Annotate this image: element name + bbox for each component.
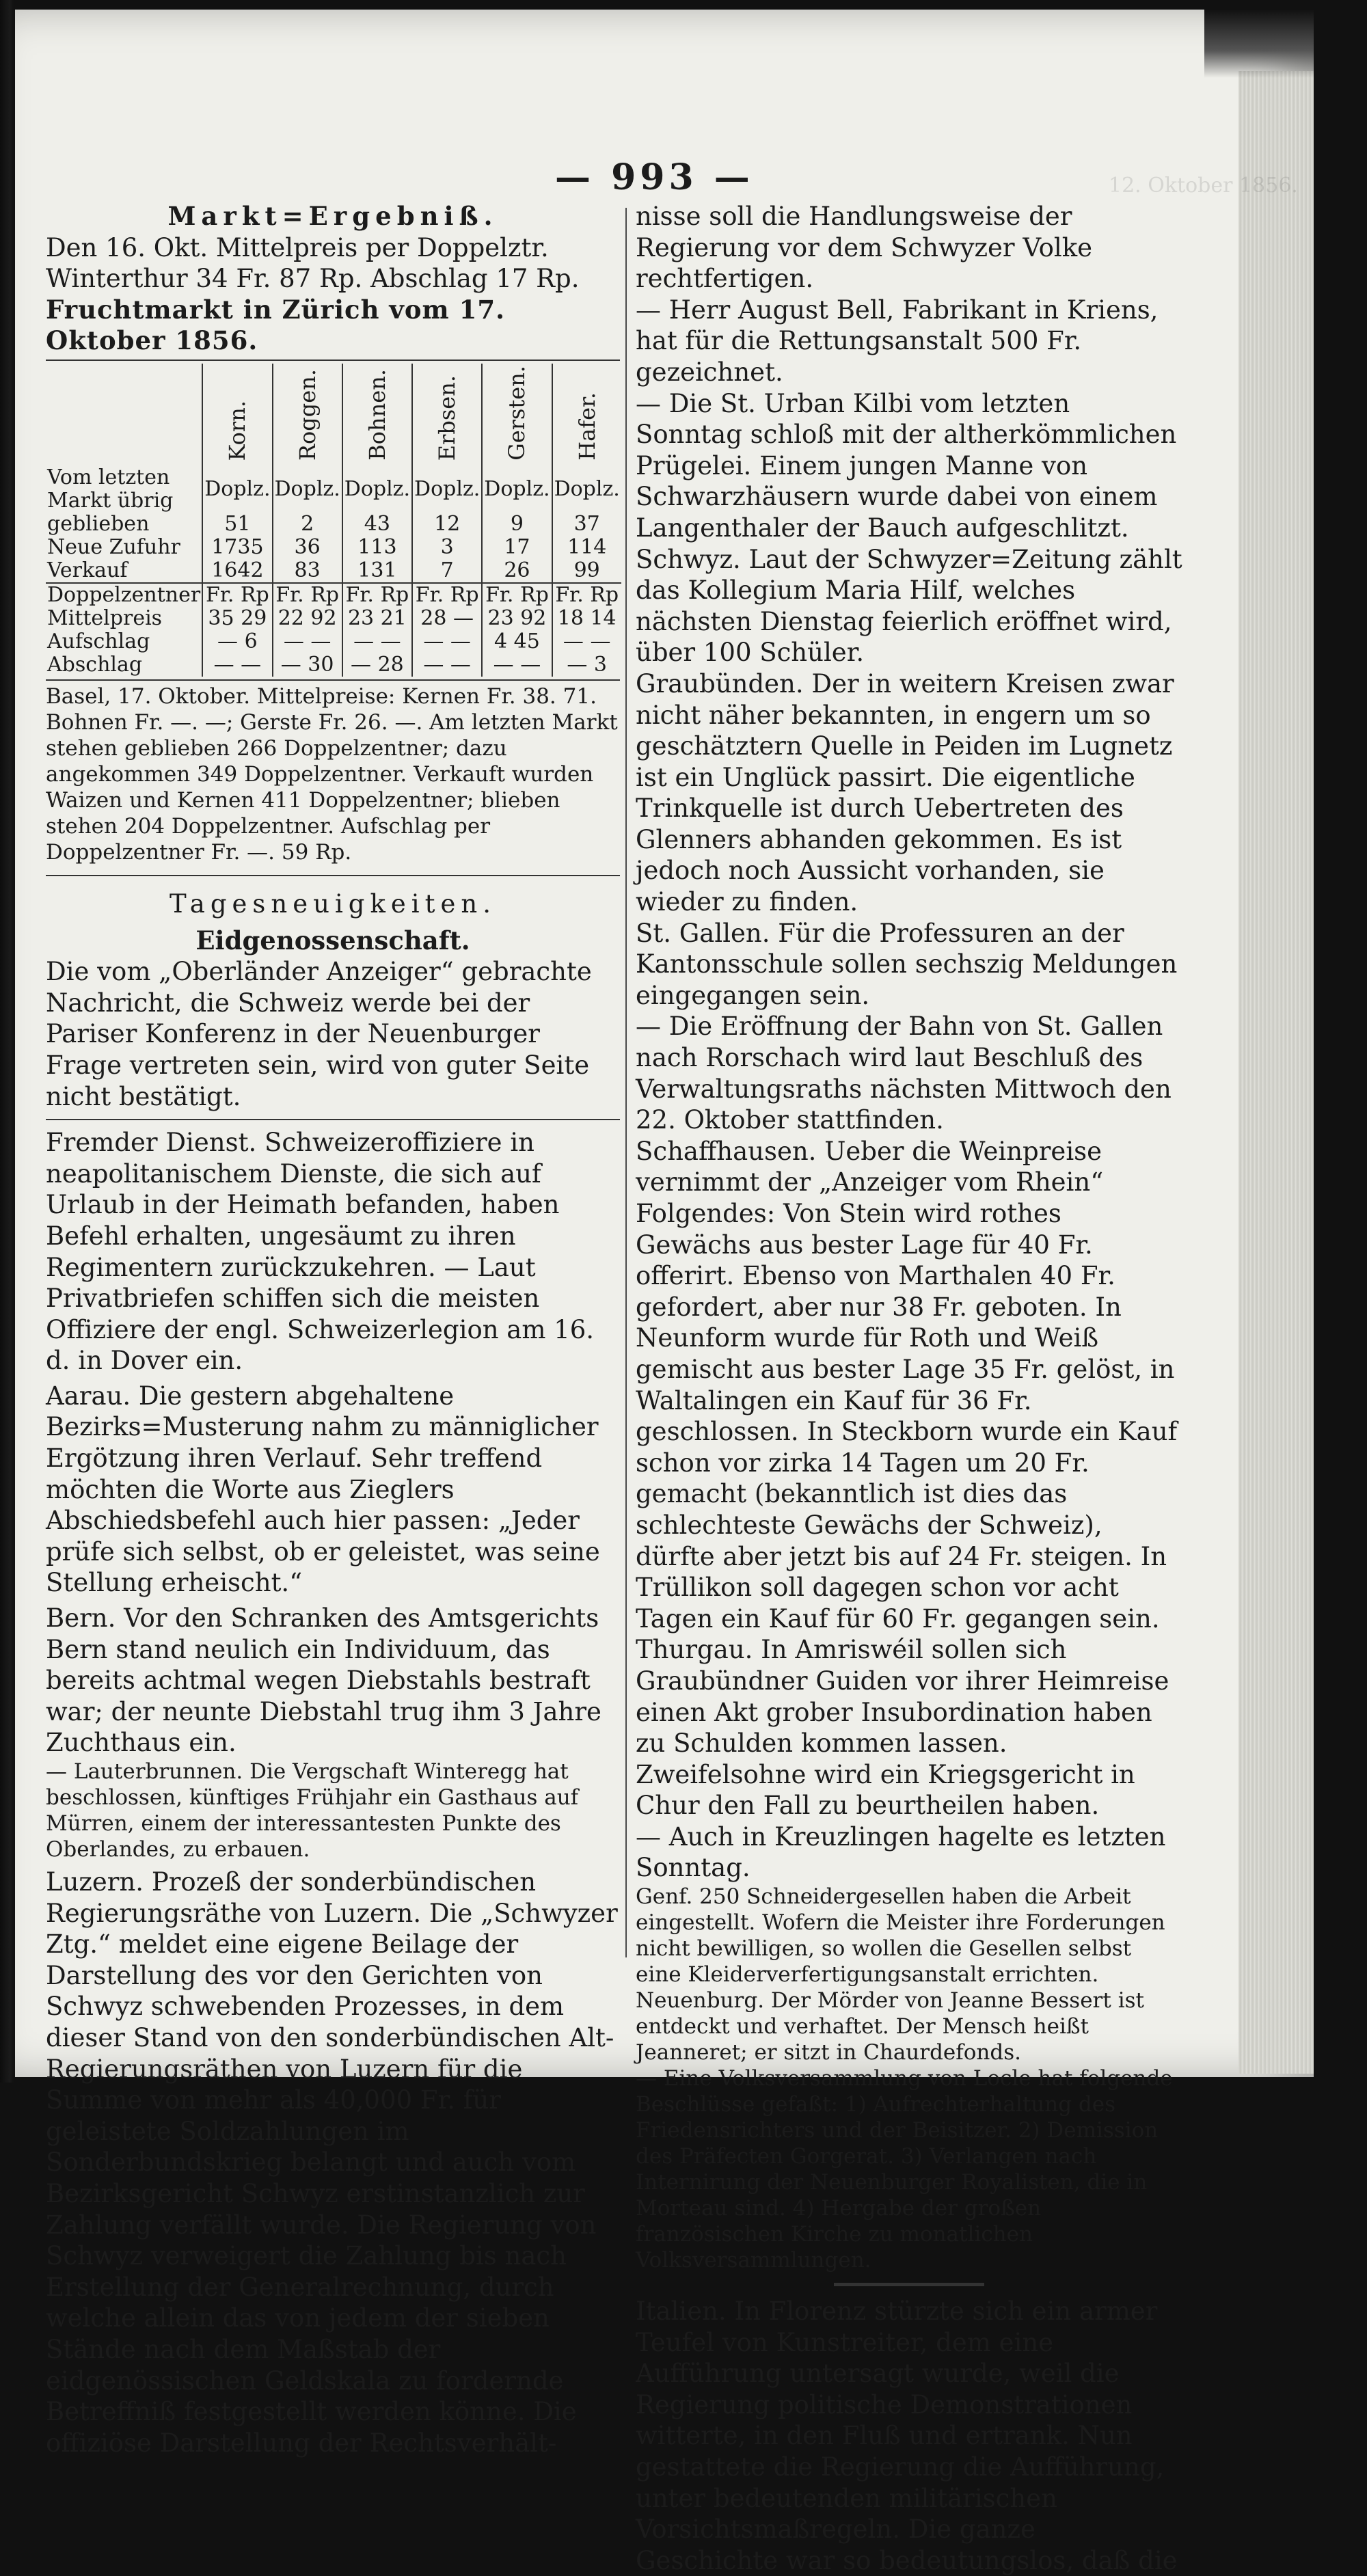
- news-paragraph: Thurgau. In Amriswéil sollen sich Graubündner Guiden vor ihrer Heimreise einen Akt grober Insubordination haben zu Schulden kommen lassen. Zweifelsohne wird ein Kriegsgericht in Chur den Fall zu beurtheilen haben.: [636, 1635, 1169, 1821]
- market-line: Den 16. Okt. Mittelpreis per Doppelztr.: [46, 232, 549, 262]
- market-line: Winterthur 34 Fr. 87 Rp. Abschlag 17 Rp.: [46, 264, 580, 294]
- italy-paragraph: Italien. In Florenz stürzte sich ein armer Teufel von Kunstreiter, dem eine Aufführung untersagt wurde, weil die Regierung politische Demonstrationen witterte, in den Fluß und ertrank. Nun gestattete die Regierung die Aufführung, unter bedeutenden militärischen Vorsichtsmaßregeln. Die ganze Geschichte war so bedeutungslos, daß die: [636, 2296, 1178, 2575]
- grain-market-title: Fruchtmarkt in Zürich vom 17. Oktober 1856.: [46, 294, 505, 356]
- table-row: Doppelzentner Fr. Rp Fr. Rp Fr. Rp Fr. Rp Fr. Rp Fr. Rp: [46, 583, 621, 607]
- table-row: Neue Zufuhr 1735 36 113 3 17 114: [46, 536, 621, 559]
- news-paragraph-small: — Eine Volksversammlung von Locle hat folgende Beschlüsse gefaßt: 1) Aufrechterhaltung des Friedensrichters und der Beisitzer. 2) Demission des Präfecten Gorgerat. 3) Verlangen nach Internirung der Neuenburger Royalisten, die in Morteau sind. 4) Hergabe der großen französischen Kirche zu monatlichen Volksversammlungen.: [636, 2066, 1173, 2273]
- column-header: Bohnen.: [342, 364, 412, 466]
- table-row: Abschlag — — — 30 — 28 — — — — — 3: [46, 653, 621, 677]
- news-paragraph: — Die Eröffnung der Bahn von St. Gallen nach Rorschach wird laut Beschluß des Verwaltungsraths nächsten Mittwoch den 22. Oktober stattfinden.: [636, 1012, 1172, 1135]
- table-row: Aufschlag — 6 — — — — — — 4 45 — —: [46, 630, 621, 653]
- news-paragraph-small: Neuenburg. Der Mörder von Jeanne Bessert ist entdeckt und verhaftet. Der Mensch heißt Jeanneret; er sitzt in Chaurdefonds.: [636, 1988, 1144, 2065]
- column-header: Erbsen.: [412, 364, 482, 466]
- market-title: Markt=Ergebniß.: [167, 201, 498, 231]
- table-rule: [46, 679, 620, 681]
- news-paragraph: — Die St. Urban Kilbi vom letzten Sonntag schloß mit der altherkömmlichen Prügelei. Einem jungen Manne von Schwarzhäusern wurde dabei von einem Langenthaler der Bauch aufgeschlitzt.: [636, 388, 1177, 543]
- news-paragraph: St. Gallen. Für die Professuren an der Kantonsschule sollen sechszig Meldungen eingegangen sein.: [636, 918, 1178, 1010]
- news-paragraph: — Auch in Kreuzlingen hagelte es letzten Sonntag.: [636, 1821, 1166, 1883]
- left-column: [46, 201, 620, 2458]
- news-paragraph: nisse soll die Handlungsweise der Regierung vor dem Schwyzer Volke rechtfertigen.: [636, 202, 1093, 294]
- news-paragraph: Graubünden. Der in weitern Kreisen zwar nicht näher bekannten, in engern um so geschätztern Quelle in Peiden im Lugnetz ist ein Unglück passirt. Die eigentliche Trinkquelle ist durch Uebertreten des Glenners abhanden gekommen. Es ist jedoch noch Aussicht vorhanden, sie wieder zu finden.: [636, 668, 1174, 917]
- news-paragraph: Luzern. Prozeß der sonderbündischen Regierungsräthe von Luzern. Die „Schwyzer Ztg.“ meldet eine eigene Beilage der Darstellung des vor den Gerichten von Schwyz schwebenden Prozesses, in dem dieser Stand von den sonderbündischen Alt-Regierungsräthen von Luzern für die Summe von mehr als 40,000 Fr. für geleistete Soldzahlungen im Sonderbundskrieg belangt und auch vom Bezirksgericht Schwyz erstinstanzlich zur Zahlung verfällt wurde. Die Regierung von Schwyz verweigert die Zahlung bis nach Erstellung der Generalrechnung, durch welche allein das von jedem der sieben Stände nach dem Maßstab der eidgenössischen Geldskala zu fordernde Betreffniß festgestellt werden könne. Die offiziöse Darstellung der Rechtsverhält-: [46, 1867, 618, 2458]
- news-paragraph: Schwyz. Laut der Schwyzer=Zeitung zählt das Kollegium Maria Hilf, welches nächsten Dienstag feierlich eröffnet wird, über 100 Schüler.: [636, 544, 1182, 668]
- news-paragraph: Die vom „Oberländer Anzeiger“ gebrachte Nachricht, die Schweiz werde bei der Pariser Konferenz in der Neuenburger Frage vertreten sein, wird von guter Seite nicht bestätigt.: [46, 957, 592, 1111]
- section-ornament-rule: [834, 2283, 984, 2286]
- section-rule: [46, 875, 620, 876]
- federal-title: Eidgenossenschaft.: [195, 925, 470, 955]
- book-page-edges: [1239, 71, 1314, 2074]
- column-header: Korn.: [202, 364, 272, 466]
- news-paragraph: Fremder Dienst. Schweizeroffiziere in neapolitanischem Dienste, die sich auf Urlaub in der Heimath befanden, haben Befehl erhalten, ungesäumt zu ihren Regimentern zurückzukehren. — Laut Privatbriefen schiffen sich die meisten Offiziere der engl. Schweizerlegion am 16. d. in Dover ein.: [46, 1128, 595, 1376]
- news-paragraph: — Lauterbrunnen. Die Vergschaft Winteregg hat beschlossen, künftiges Frühjahr ein Gasthaus auf Mürren, einem der interessantesten Punkte des Oberlandes, zu erbauen.: [46, 1759, 579, 1862]
- table-row: Mittelpreis 35 29 22 92 23 21 28 — 23 92 18 14: [46, 607, 621, 630]
- table-row: Verkauf 1642 83 131 7 26 99: [46, 559, 621, 583]
- newspaper-page: [15, 10, 1314, 2575]
- right-column: [636, 201, 1182, 2576]
- page-number: — 993 —: [555, 157, 754, 198]
- news-paragraph: Aarau. Die gestern abgehaltene Bezirks=Musterung nahm zu männiglicher Ergötzung ihren Verlauf. Sehr treffend möchten die Worte aus Zieglers Abschiedsbefehl auch hier passen: „Jeder prüfe sich selbst, ob er geleistet, was seine Stellung erheischt.“: [46, 1381, 600, 1598]
- column-divider: [625, 208, 627, 1957]
- column-header: Gersten.: [482, 364, 552, 466]
- table-rule: [46, 360, 620, 361]
- column-header: Roggen.: [273, 364, 342, 466]
- news-title: Tagesneuigkeiten.: [169, 889, 496, 919]
- bleed-through-text: 12. Oktober 1856.: [1109, 174, 1298, 198]
- news-paragraph: Schaffhausen. Ueber die Weinpreise vernimmt der „Anzeiger vom Rhein“ Folgendes: Von Stein wird rothes Gewächs aus bester Lage für 40 Fr. offerirt. Ebenso von Marthalen 40 Fr. gefordert, aber nur 38 Fr. geboten. In Neunform wurde für Roth und Weiß gemischt aus bester Lage 35 Fr. gelöst, in Waltalingen ein Kauf für 36 Fr. geschlossen. In Steckborn wurde ein Kauf schon vor zirka 14 Tagen um 20 Fr. gemacht (bekanntlich ist dies das schlechteste Gewächs der Schweiz), dürfte aber jetzt bis auf 24 Fr. steigen. In Trüllikon soll dagegen schon vor acht Tagen ein Kauf für 60 Fr. gegangen sein.: [636, 1136, 1178, 1633]
- news-paragraph-small: Genf. 250 Schneidergesellen haben die Arbeit eingestellt. Wofern die Meister ihre Forderungen nicht bewilligen, so wollen die Gesellen selbst eine Kleiderverfertigungsanstalt errichten.: [636, 1884, 1165, 1988]
- table-corner: [46, 364, 202, 466]
- table-row: geblieben 51 2 43 12 9 37: [46, 513, 621, 536]
- column-header: Hafer.: [552, 364, 621, 466]
- news-paragraph: Bern. Vor den Schranken des Amtsgerichts Bern stand neulich ein Individuum, das bereits achtmal wegen Diebstahls bestraft war; der neunte Diebstahl trug ihm 3 Jahre Zuchthaus ein.: [46, 1603, 601, 1758]
- section-rule: [46, 1119, 620, 1120]
- table-row: Vom letzten Markt übrig Doplz. Doplz. Doplz. Doplz. Doplz. Doplz.: [47, 465, 620, 513]
- news-paragraph: — Herr August Bell, Fabrikant in Kriens, hat für die Rettungsanstalt 500 Fr. gezeichnet.: [636, 295, 1159, 387]
- grain-market-table: [46, 364, 621, 677]
- page-corner-shadow: [1204, 10, 1314, 78]
- basel-market-report: Basel, 17. Oktober. Mittelpreise: Kernen Fr. 38. 71. Bohnen Fr. —. —; Gerste Fr. 26. —. Am letzten Markt stehen geblieben 266 Doppelzentner; dazu angekommen 349 Doppelzentner. Verkauft wurden Waizen und Kernen 411 Doppelzentner; blieben stehen 204 Doppelzentner. Aufschlag per Doppelzentner Fr. —. 59 Rp.: [46, 683, 618, 865]
